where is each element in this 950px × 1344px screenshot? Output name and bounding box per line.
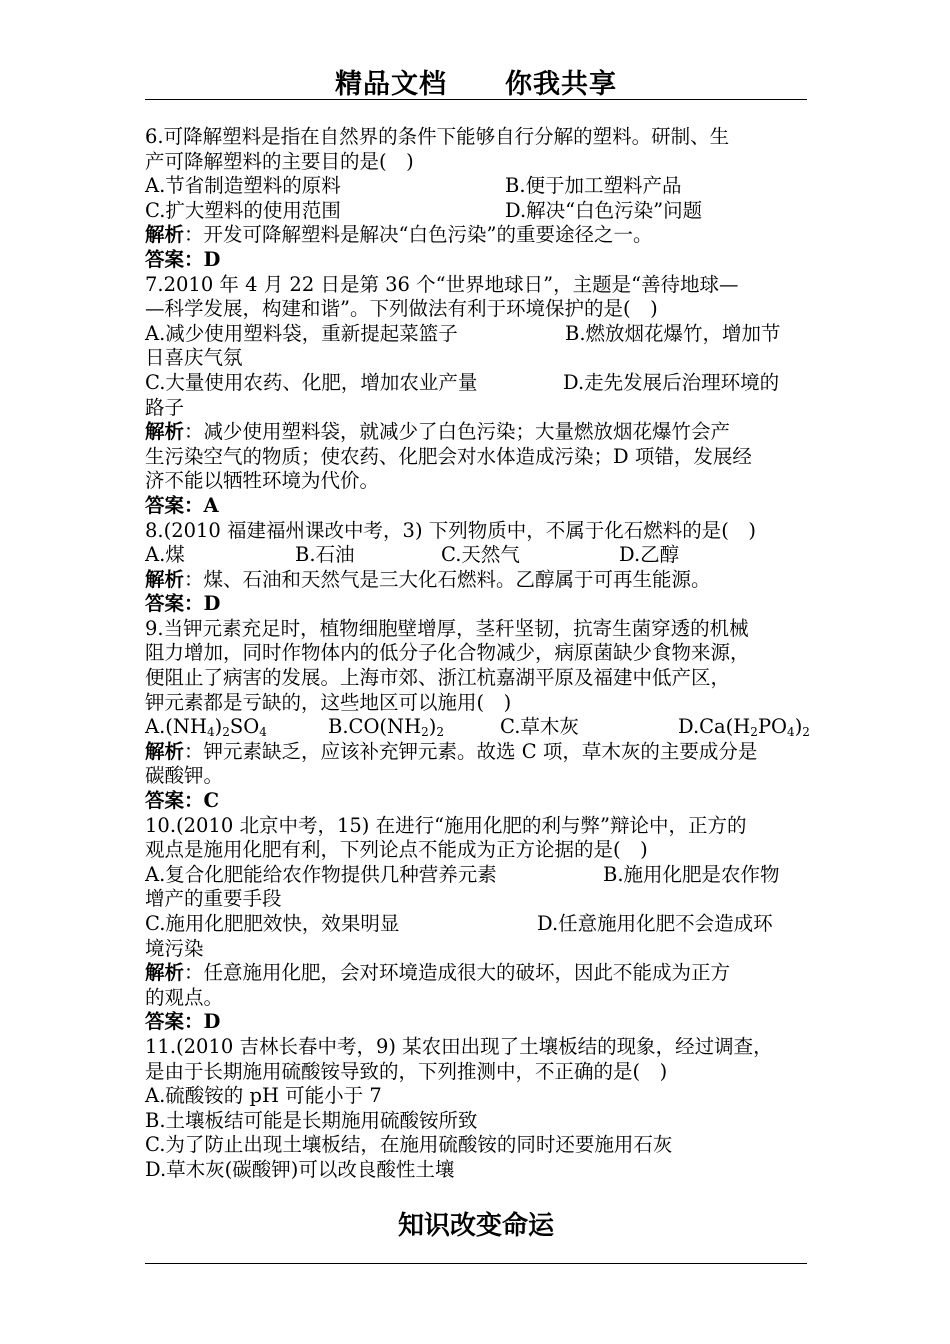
q9-stem-line3: 便阻止了病害的发展。上海市郊、浙江杭嘉湖平原及福建中低产区， (145, 666, 731, 690)
q7-analysis-line3: 济不能以牺牲环境为代价。 (145, 469, 380, 493)
q7-option-d-cont: 路子 (145, 395, 185, 419)
q6-analysis (145, 223, 810, 248)
q10-analysis-text1: ：任意施用化肥，会对环境造成很大的破坏，因此不能成为正方 (184, 961, 731, 985)
q11-stem-line1: 11.(2010 吉林长春中考，9) 某农田出现了土壤板结的现象，经过调查， (145, 1034, 773, 1058)
q9-answer-label: 答案 (145, 789, 185, 813)
header-rule (145, 99, 807, 100)
q11-option-c: C.为了防止出现土壤板结，在施用硫酸铵的同时还要施用石灰 (145, 1133, 673, 1157)
q8-answer (145, 592, 810, 617)
q9-b-sub2: 2 (436, 725, 445, 740)
q10-analysis-line2: 的观点。 (145, 985, 224, 1009)
q7-analysis-line2: 生污染空气的物质；使农药、化肥会对水体造成污染；D 项错，发展经 (145, 444, 752, 468)
q9-d-part2: PO (757, 715, 788, 739)
page-footer: 知识改变命运 (397, 1211, 554, 1241)
q8-option-b: B.石油 (295, 543, 355, 567)
q9-d-sub2: 4 (787, 725, 795, 740)
q9-a-sub1: 4 (206, 725, 215, 740)
q10-analysis-label: 解析 (145, 961, 185, 985)
q8-analysis (145, 568, 810, 593)
q7-stem-line2: —科学发展，构建和谐”。下列做法有利于环境保护的是( ) (145, 297, 658, 321)
q7-analysis-line1 (145, 420, 810, 445)
q6-option-a: A.节省制造塑料的原料 (145, 174, 341, 198)
q10-options-cd (145, 912, 810, 937)
header-left-text: 精品文档 (335, 69, 447, 100)
q6-answer (145, 248, 810, 273)
q9-a-sub3: 4 (259, 725, 267, 740)
q6-analysis-text: ：开发可降解塑料是解决“白色污染”的重要途径之一。 (184, 223, 653, 247)
q6-analysis-label: 解析 (145, 223, 185, 247)
q9-analysis-line2: 碳酸钾。 (145, 764, 224, 788)
q9-options (145, 715, 810, 740)
q7-option-b-cont: 日喜庆气氛 (145, 346, 243, 370)
q8-stem-line1: 8.(2010 福建福州课改中考，3) 下列物质中，不属于化石燃料的是( ) (145, 518, 756, 542)
q9-a-part1: A.(NH (145, 715, 207, 739)
q9-d-sub3: 2 (802, 725, 810, 740)
q7-option-b: B.燃放烟花爆竹，增加节 (565, 321, 781, 345)
q7-stem-line1: 7.2010 年 4 月 22 日是第 36 个“世界地球日”，主题是“善待地球— (145, 272, 739, 296)
q6-stem-line1: 6.可降解塑料是指在自然界的条件下能够自行分解的塑料。研制、生 (145, 125, 730, 148)
q6-options-ab (145, 174, 810, 199)
q10-option-b: B.施用化肥是农作物 (603, 862, 780, 886)
q8-option-d: D.乙醇 (619, 543, 680, 567)
header-right-text: 你我共享 (505, 69, 617, 100)
q9-a-part3: SO (229, 715, 260, 739)
q8-options (145, 543, 810, 568)
q10-option-c: C.施用化肥肥效快，效果明显 (145, 912, 400, 935)
q9-option-a (145, 715, 328, 740)
q9-stem-line4: 钾元素都是亏缺的，这些地区可以施用( ) (145, 690, 512, 714)
q6-option-b: B.便于加工塑料产品 (505, 174, 682, 198)
q7-options-cd (145, 371, 810, 396)
q9-option-d (678, 715, 810, 738)
q10-option-b-cont: 增产的重要手段 (145, 887, 282, 911)
q8-analysis-text: ：煤、石油和天然气是三大化石燃料。乙醇属于可再生能源。 (184, 567, 711, 591)
q7-option-c: C.大量使用农药、化肥，增加农业产量 (145, 370, 478, 394)
q6-options-cd (145, 199, 810, 224)
q9-b-part1: B.CO(NH (328, 715, 422, 739)
q7-analysis-label: 解析 (145, 420, 185, 444)
q7-answer-label: 答案 (145, 493, 185, 517)
q8-option-c: C.天然气 (441, 543, 520, 567)
q9-answer-text: ：C (184, 789, 220, 813)
q7-option-a: A.减少使用塑料袋，重新提起菜篮子 (145, 321, 458, 345)
q9-d-sub1: 2 (750, 725, 758, 740)
q7-answer (145, 494, 810, 519)
document-body (145, 125, 810, 1183)
q9-b-sub1: 2 (421, 725, 429, 740)
q8-answer-text: ：D (184, 592, 221, 616)
q9-option-c: C.草木灰 (500, 715, 579, 739)
q9-stem-line2: 阻力增加，同时作物体内的低分子化合物减少，病原菌缺少食物来源， (145, 641, 750, 665)
q9-analysis-label: 解析 (145, 739, 185, 763)
q9-analysis-text1: ：钾元素缺乏，应该补充钾元素。故选 C 项，草木灰的主要成分是 (184, 739, 758, 763)
q10-answer (145, 1010, 810, 1035)
q11-option-d: D.草木灰(碳酸钾)可以改良酸性土壤 (145, 1157, 455, 1181)
q7-option-d: D.走先发展后治理环境的 (563, 370, 780, 394)
q11-option-b: B.土壤板结可能是长期施用硫酸铵所致 (145, 1108, 478, 1132)
q10-option-d-cont: 境污染 (145, 936, 204, 960)
q9-option-b (328, 715, 500, 740)
q8-option-a: A.煤 (145, 543, 185, 567)
footer-rule (145, 1263, 807, 1264)
q9-b-part2: ) (428, 715, 437, 739)
q7-options-ab (145, 322, 810, 347)
q11-stem-line2: 是由于长期施用硫酸铵导致的，下列推测中，不正确的是( ) (145, 1059, 668, 1083)
q6-answer-label: 答案 (145, 247, 185, 271)
q10-options-ab (145, 863, 810, 888)
q7-answer-text: ：A (184, 493, 219, 517)
q10-stem-line1: 10.(2010 北京中考，15) 在进行“施用化肥的利与弊”辩论中，正方的 (145, 813, 747, 837)
q8-analysis-label: 解析 (145, 567, 185, 591)
q9-a-part2: ) (214, 715, 223, 739)
q9-answer (145, 789, 810, 814)
q10-option-d: D.任意施用化肥不会造成环 (537, 912, 773, 935)
q9-analysis-line1 (145, 740, 810, 765)
q9-stem-line1: 9.当钾元素充足时，植物细胞壁增厚，茎秆坚韧，抗寄生菌穿透的机械 (145, 616, 749, 640)
q6-answer-text: ：D (184, 247, 221, 271)
q6-stem-line2: 产可降解塑料的主要目的是( ) (145, 149, 414, 173)
q9-a-sub2: 2 (222, 725, 230, 740)
q11-option-a: A.硫酸铵的 pH 可能小于 7 (145, 1084, 382, 1108)
q10-answer-text: ：D (184, 1010, 221, 1034)
q8-answer-label: 答案 (145, 592, 185, 616)
q7-analysis-text1: ：减少使用塑料袋，就减少了白色污染；大量燃放烟花爆竹会产 (184, 420, 731, 444)
q10-answer-label: 答案 (145, 1010, 185, 1034)
page-header (145, 62, 807, 101)
q10-option-a: A.复合化肥能给农作物提供几种营养元素 (145, 862, 497, 886)
q9-d-part3: ) (794, 715, 803, 739)
q6-option-c: C.扩大塑料的使用范围 (145, 198, 341, 222)
q10-analysis-line1 (145, 961, 810, 986)
q9-d-part1: D.Ca(H (678, 715, 751, 739)
q10-stem-line2: 观点是施用化肥有利，下列论点不能成为正方论据的是( ) (145, 838, 648, 862)
q6-option-d: D.解决“白色污染”问题 (505, 198, 703, 222)
